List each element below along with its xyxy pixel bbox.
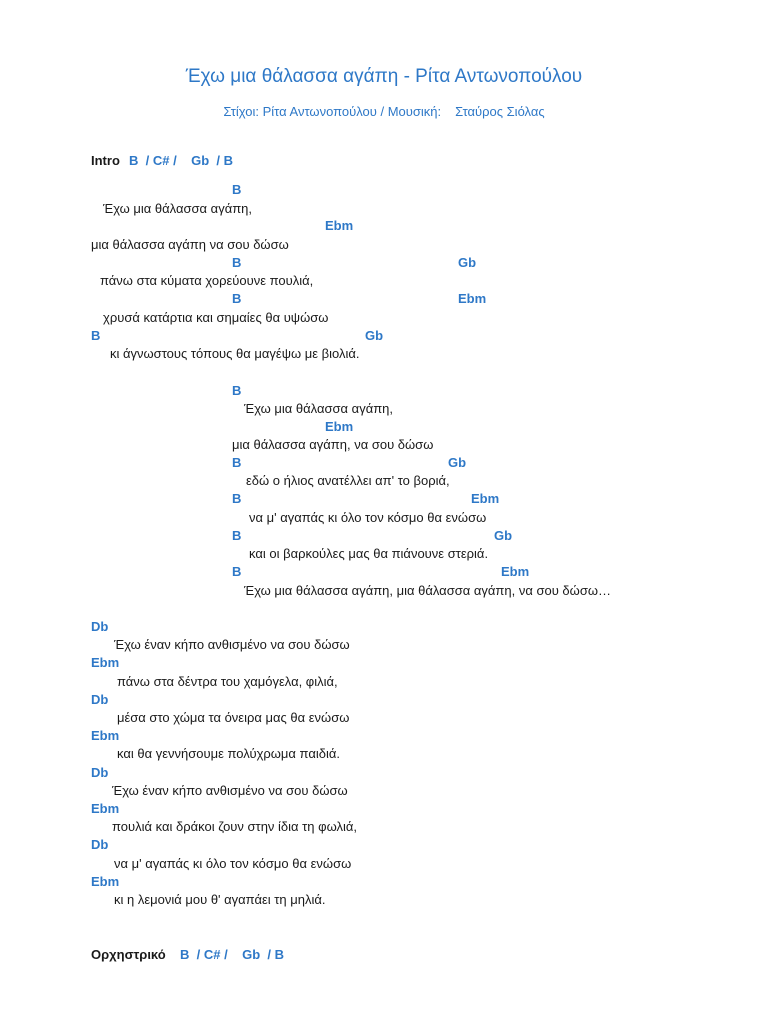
lyric-line: μια θάλασσα αγάπη, να σου δώσω <box>232 437 434 452</box>
instrumental-label: Ορχηστρικό <box>91 947 166 962</box>
chord: Db <box>91 837 109 852</box>
lyric-line: πουλιά και δράκοι ζουν στην ίδια τη φωλιά, <box>112 819 357 834</box>
intro-label: Intro <box>91 153 120 168</box>
chord: Gb <box>458 255 477 270</box>
lyric-line: πάνω στα κύματα χορεύουνε πουλιά, <box>100 273 314 288</box>
chord: Db <box>91 765 109 780</box>
lyric-line: μια θάλασσα αγάπη να σου δώσω <box>91 237 289 252</box>
chord: Ebm <box>91 874 120 889</box>
lyric-line: εδώ ο ήλιος ανατέλλει απ' το βοριά, <box>246 473 450 488</box>
chord: B <box>232 491 242 506</box>
lyric-line: να μ' αγαπάς κι όλο τον κόσμο θα ενώσω <box>114 856 352 871</box>
lyric-line: να μ' αγαπάς κι όλο τον κόσμο θα ενώσω <box>249 510 487 525</box>
chord: Ebm <box>325 218 354 233</box>
instrumental-progression: B / C# / Gb / B <box>180 947 285 962</box>
chord: Gb <box>365 328 384 343</box>
lyrics-credit: Στίχοι: Ρίτα Αντωνοπούλου / Μουσική: <box>223 104 442 119</box>
chord: B <box>232 383 242 398</box>
chord: Gb <box>448 455 467 470</box>
song-title: Έχω μια θάλασσα αγάπη - Ρίτα Αντωνοπούλου <box>185 66 583 87</box>
chord: Ebm <box>471 491 500 506</box>
lyric-line: Έχω μια θάλασσα αγάπη, <box>103 201 253 216</box>
chord: Ebm <box>91 728 120 743</box>
lyric-line: Έχω μια θάλασσα αγάπη, <box>244 401 394 416</box>
chord: B <box>91 328 101 343</box>
chord: Ebm <box>91 801 120 816</box>
chord: Ebm <box>91 655 120 670</box>
chord: Ebm <box>325 419 354 434</box>
lyric-line: Έχω έναν κήπο ανθισμένο να σου δώσω <box>114 637 350 652</box>
chord: B <box>232 182 242 197</box>
lyric-line: και οι βαρκούλες μας θα πιάνουνε στεριά. <box>249 546 489 561</box>
lyric-line: πάνω στα δέντρα του χαμόγελα, φιλιά, <box>117 674 338 689</box>
chord: Db <box>91 619 109 634</box>
music-credit: Σταύρος Σιόλας <box>455 104 545 119</box>
chord: Db <box>91 692 109 707</box>
lyric-line: κι η λεμονιά μου θ' αγαπάει τη μηλιά. <box>114 892 326 907</box>
lyric-line: μέσα στο χώμα τα όνειρα μας θα ενώσω <box>117 710 350 725</box>
chord: Gb <box>494 528 513 543</box>
lyric-line: κι άγνωστους τόπους θα μαγέψω με βιολιά. <box>110 346 360 361</box>
intro-progression: B / C# / Gb / B <box>129 153 234 168</box>
chord: B <box>232 564 242 579</box>
lyric-line: Έχω μια θάλασσα αγάπη, μια θάλασσα αγάπη, να σου δώσω… <box>244 583 611 598</box>
chord: Ebm <box>458 291 487 306</box>
chord: B <box>232 255 242 270</box>
chord: Ebm <box>501 564 530 579</box>
song-credits <box>0 104 768 119</box>
chord: B <box>232 528 242 543</box>
lyric-line: Έχω έναν κήπο ανθισμένο να σου δώσω <box>112 783 348 798</box>
chord: B <box>232 455 242 470</box>
lyric-line: χρυσά κατάρτια και σημαίες θα υψώσω <box>103 310 329 325</box>
lyric-line: και θα γεννήσουμε πολύχρωμα παιδιά. <box>117 746 340 761</box>
chord: B <box>232 291 242 306</box>
